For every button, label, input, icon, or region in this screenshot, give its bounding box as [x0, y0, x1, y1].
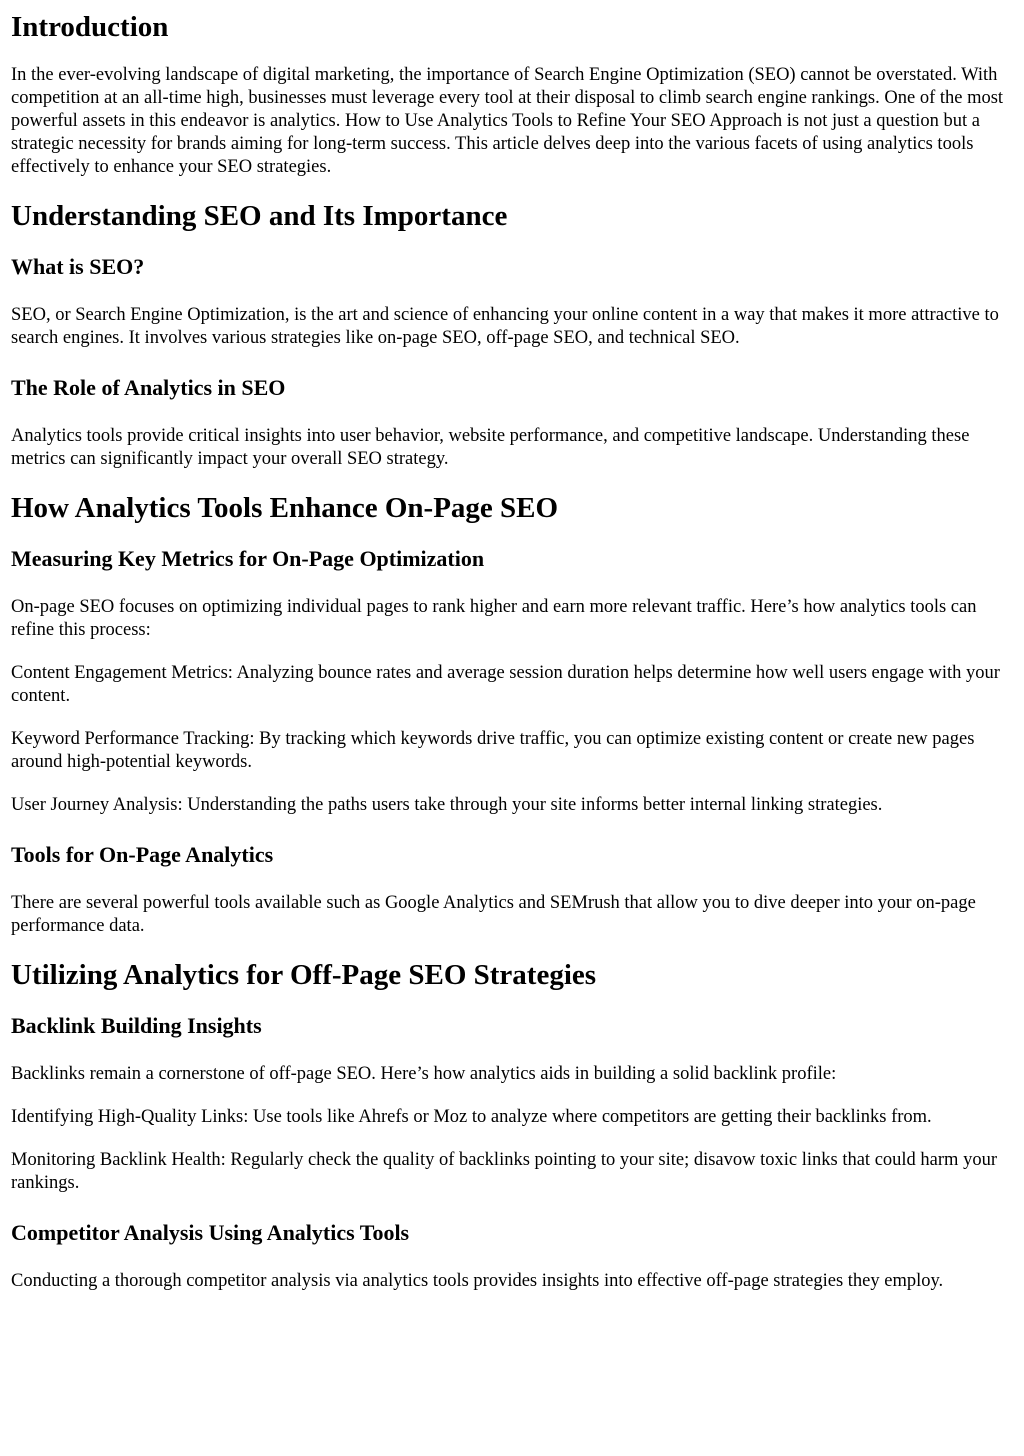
section-heading-on-page-seo: How Analytics Tools Enhance On-Page SEO [11, 492, 559, 524]
paragraph-on-page-intro: On-page SEO focuses on optimizing individual pages to rank higher and earn more relevant traffic. Here’s how analytics tools can refine this process: [11, 597, 977, 640]
paragraph-keyword-tracking: Keyword Performance Tracking: By tracking which keywords drive traffic, you can optimize existing content or create new pages around high-potential keywords. [11, 729, 975, 772]
paragraph-high-quality-links: Identifying High-Quality Links: Use tools like Ahrefs or Moz to analyze where competitors are getting their backlinks from. [11, 1107, 932, 1127]
article [0, 10, 1024, 1293]
subheading-backlink-insights: Backlink Building Insights [11, 1013, 262, 1038]
paragraph-what-is-seo: SEO, or Search Engine Optimization, is the art and science of enhancing your online content in a way that makes it more attractive to search engines. It involves various strategies like on-page SEO, off-page SEO, and technical SEO. [11, 305, 999, 348]
section-heading-understanding-seo: Understanding SEO and Its Importance [11, 200, 508, 232]
paragraph-content-engagement: Content Engagement Metrics: Analyzing bounce rates and average session duration helps determine how well users engage with your content. [11, 663, 1000, 706]
subheading-tools-on-page: Tools for On-Page Analytics [11, 842, 274, 867]
subheading-what-is-seo: What is SEO? [11, 254, 145, 279]
paragraph-backlinks-intro: Backlinks remain a cornerstone of off-page SEO. Here’s how analytics aids in building a solid backlink profile: [11, 1064, 837, 1084]
subheading-competitor-analysis: Competitor Analysis Using Analytics Tools [11, 1220, 410, 1245]
intro-heading: Introduction [11, 11, 169, 43]
intro-paragraph: In the ever-evolving landscape of digital marketing, the importance of Search Engine Optimization (SEO) cannot be overstated. With competition at an all-time high, businesses must leverage every tool at their disposal to climb search engine rankings. One of the most powerful assets in this endeavor is analytics. How to Use Analytics Tools to Refine Your SEO Approach is not just a question but a strategic necessity for brands aiming for long-term success. This article delves deep into the various facets of using analytics tools effectively to enhance your SEO strategies. [11, 65, 1004, 177]
paragraph-user-journey: User Journey Analysis: Understanding the paths users take through your site informs better internal linking strategies. [11, 795, 883, 815]
paragraph-backlink-health: Monitoring Backlink Health: Regularly check the quality of backlinks pointing to your site; disavow toxic links that could harm your rankings. [11, 1150, 997, 1193]
paragraph-tools-on-page: There are several powerful tools available such as Google Analytics and SEMrush that allow you to dive deeper into your on-page performance data. [11, 893, 976, 936]
subheading-role-of-analytics: The Role of Analytics in SEO [11, 375, 286, 400]
subheading-measuring-key-metrics: Measuring Key Metrics for On-Page Optimization [11, 546, 485, 571]
paragraph-competitor-analysis: Conducting a thorough competitor analysis via analytics tools provides insights into effective off-page strategies they employ. [11, 1271, 944, 1291]
section-heading-off-page-seo: Utilizing Analytics for Off-Page SEO Strategies [11, 959, 597, 991]
paragraph-role-of-analytics: Analytics tools provide critical insights into user behavior, website performance, and competitive landscape. Understanding these metrics can significantly impact your overall SEO strategy. [11, 426, 970, 469]
